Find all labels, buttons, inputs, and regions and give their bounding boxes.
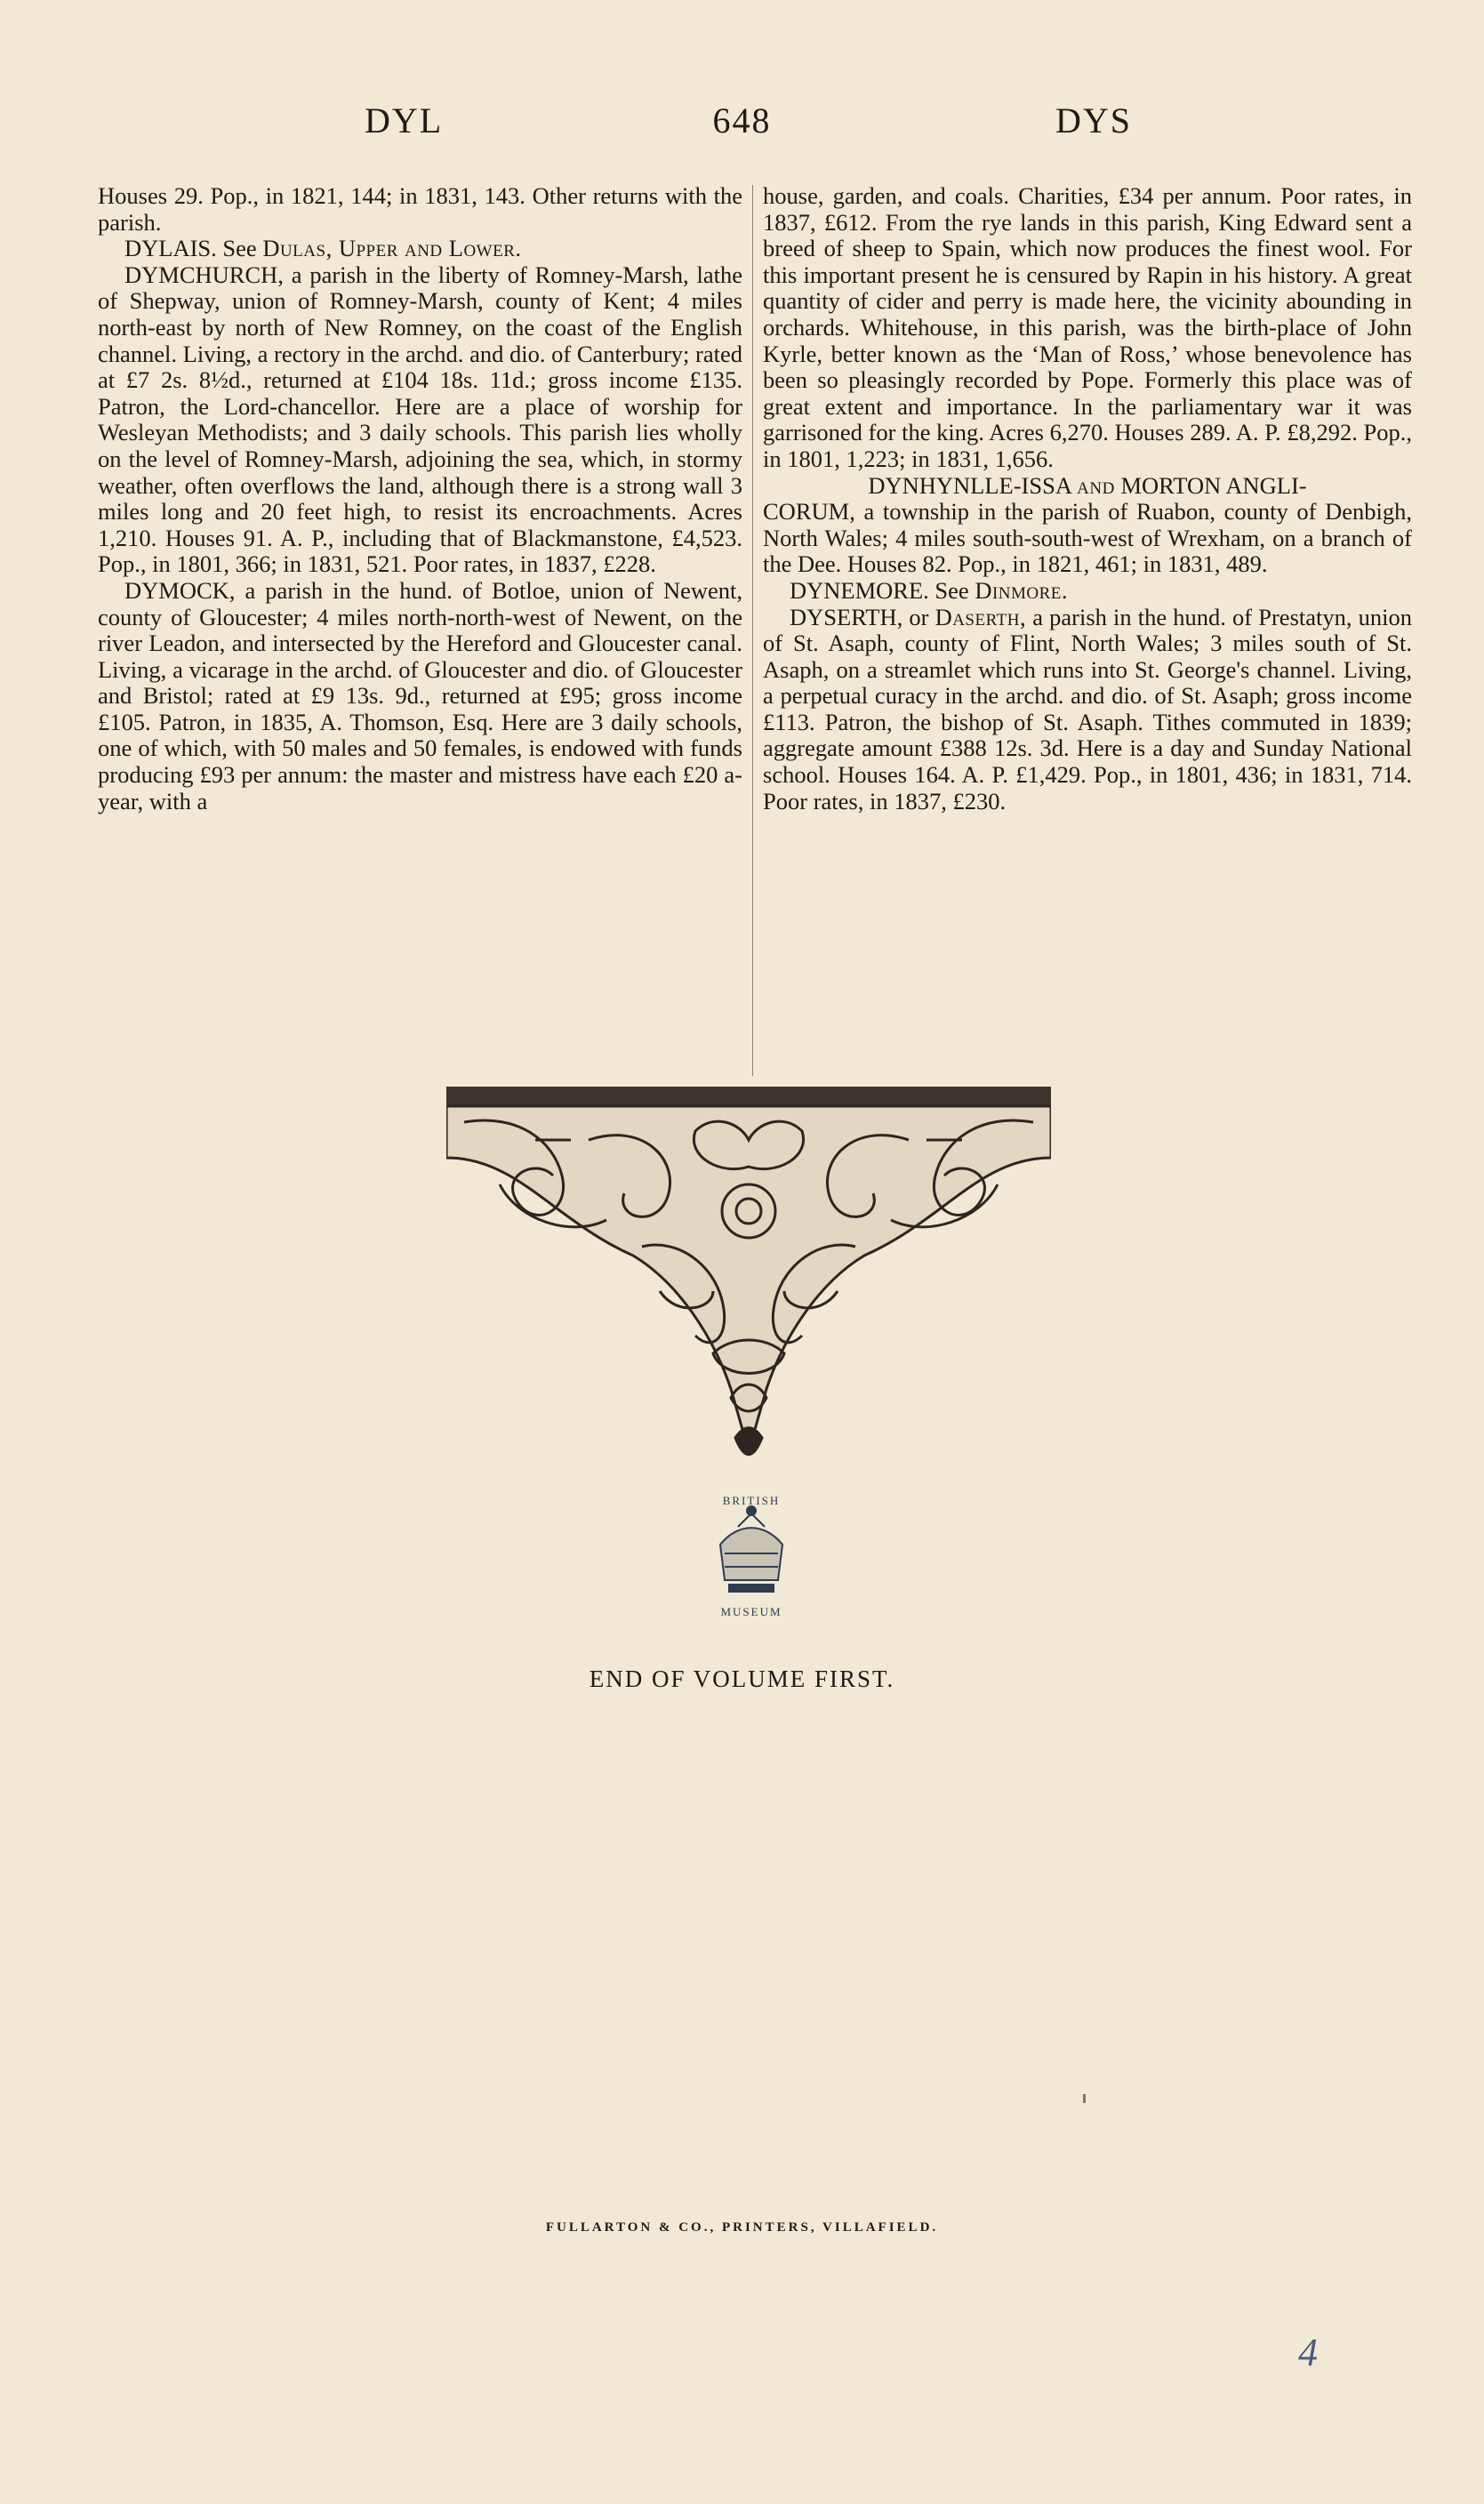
cross-reference: Dulas, Upper and Lower. — [262, 235, 522, 262]
column-divider — [752, 185, 753, 1076]
entry-text: a parish in the hund. of Botloe, union of Newent, county of Gloucester; 4 miles north-north-west of Newent, on the river Leadon, and intersected by the Hereford and Gloucester canal. Living, a vicarage in the archd. of Gloucester and dio. of Gloucester and Bristol; rated at £9 13s. 9d., returned at £95; gross income £105. Patron, in 1835, A. Thomson, Esq. Here are 3 daily schools, one of which, with 50 males and 50 females, is endowed with funds producing £93 per annum: the master and mistress have each £20 a-year, with a — [98, 576, 742, 815]
end-of-volume-text: END OF VOLUME FIRST. — [589, 1665, 895, 1692]
entry-headword: DYMCHURCH, — [124, 261, 284, 288]
stray-mark — [1083, 2094, 1086, 2103]
entry-text: See — [216, 235, 263, 262]
crest-bottom-lettering: MUSEUM — [720, 1605, 782, 1618]
british-museum-crest — [685, 1487, 818, 1633]
entry-text-tail: a parish in the hund. of Prestatyn, union of St. Asaph, county of Flint, North Wales; 3 miles south of St. Asaph, on a streamlet which runs into St. George's channel. Living, a perpetual curacy in the archd. and dio. of St. Asaph; gross income £113. Patron, the bishop of St. Asaph. Tithes commuted in 1839; aggregate amount £388 12s. 3d. Here is a day and Sunday National school. Houses 164. A. P. £1,429. Pop., in 1801, 436; in 1831, 714. Poor rates, in 1837, £230. — [763, 603, 1412, 815]
printer-imprint: FULLARTON & CO., PRINTERS, VILLAFIELD. — [545, 2220, 939, 2235]
paragraph-text: Houses 29. Pop., in 1821, 144; in 1831, 143. Other returns with the parish. — [98, 182, 742, 236]
entry-text: a parish in the liberty of Romney-Marsh, lathe of Shepway, union of Romney-Marsh, county of Kent; 4 miles north-east by north of New Romney, on the coast of the English channel. Living, a rectory in the archd. and dio. of Canterbury; rated at £7 2s. 8½d., returned at £104 18s. 11d.; gross income £135. Patron, the Lord-chancellor. Here are a place of worship for Wesleyan Methodists; and 3 daily schools. This parish lies wholly on the level of Romney-Marsh, adjoining the sea, which, in stormy weather, often overflows the land, although there is a strong wall 3 miles long and 20 feet high, to resist its encroachments. Acres 1,210. Houses 91. A. P., including that of Blackmanstone, £4,523. Pop., in 1801, 366; in 1831, 521. Poor rates, in 1837, £228. — [98, 261, 742, 578]
page-number: 648 — [712, 100, 772, 140]
running-header — [0, 100, 1484, 153]
cross-reference: Dinmore. — [975, 576, 1069, 604]
entry-text: CORUM, a township in the parish of Ruabon, county of Denbigh, North Wales; 4 miles south-south-west of Wrexham, on a branch of the Dee. Houses 82. Pop., in 1821, 461; in 1831, 489. — [763, 498, 1412, 578]
paragraph — [98, 183, 742, 236]
paragraph — [763, 183, 1412, 473]
left-column — [98, 183, 742, 815]
crest-top-lettering: BRITISH — [722, 1494, 781, 1507]
handwritten-corner-mark: 4 — [1298, 2331, 1318, 2374]
entry-headword: DYSERTH, — [790, 603, 903, 630]
alternate-name: Daserth, — [935, 603, 1027, 630]
entry-headword: DYNHYNLLE-ISSA — [868, 471, 1071, 499]
entry-headword-continued: MORTON ANGLI- — [1114, 471, 1307, 499]
paragraph-text: house, garden, and coals. Charities, £34 per annum. Poor rates, in 1837, £612. From the rye lands in this parish, King Edward sent a breed of sheep to Spain, which now produces the finest wool. For this important present he is censured by Rapin in his history. A great quantity of cider and perry is made here, the vicinity abounding in orchards. Whitehouse, in this parish, was the birth-place of John Kyrle, better known as the ‘Man of Ross,’ whose benevolence has been so pleasingly recorded by Pope. Formerly this place was of great extent and importance. In the parliamentary war it was garrisoned for the king. Acres 6,270. Houses 289. A. P. £8,292. Pop., in 1801, 1,223; in 1831, 1,656. — [763, 182, 1412, 472]
entry-text: or — [902, 603, 935, 630]
entry-dymchurch — [98, 262, 742, 578]
entry-dyserth — [763, 605, 1412, 815]
entry-headword: DYLAIS. — [124, 235, 217, 262]
entry-dynemore — [763, 578, 1412, 605]
entry-dymock — [98, 578, 742, 815]
right-column — [763, 183, 1412, 815]
header-left-guide-word: DYL — [365, 100, 444, 140]
header-right-guide-word: DYS — [1055, 100, 1133, 140]
entry-dynhynlle-text — [763, 499, 1412, 578]
entry-headword: DYNEMORE. — [790, 576, 929, 604]
entry-dylais — [98, 236, 742, 262]
small-caps-conjunction: and — [1077, 471, 1115, 499]
entry-headword: DYMOCK, — [124, 576, 236, 604]
tailpiece-ornament — [446, 1087, 1051, 1478]
entry-dynhynlle-heading — [763, 473, 1412, 500]
entry-text: See — [928, 576, 975, 604]
